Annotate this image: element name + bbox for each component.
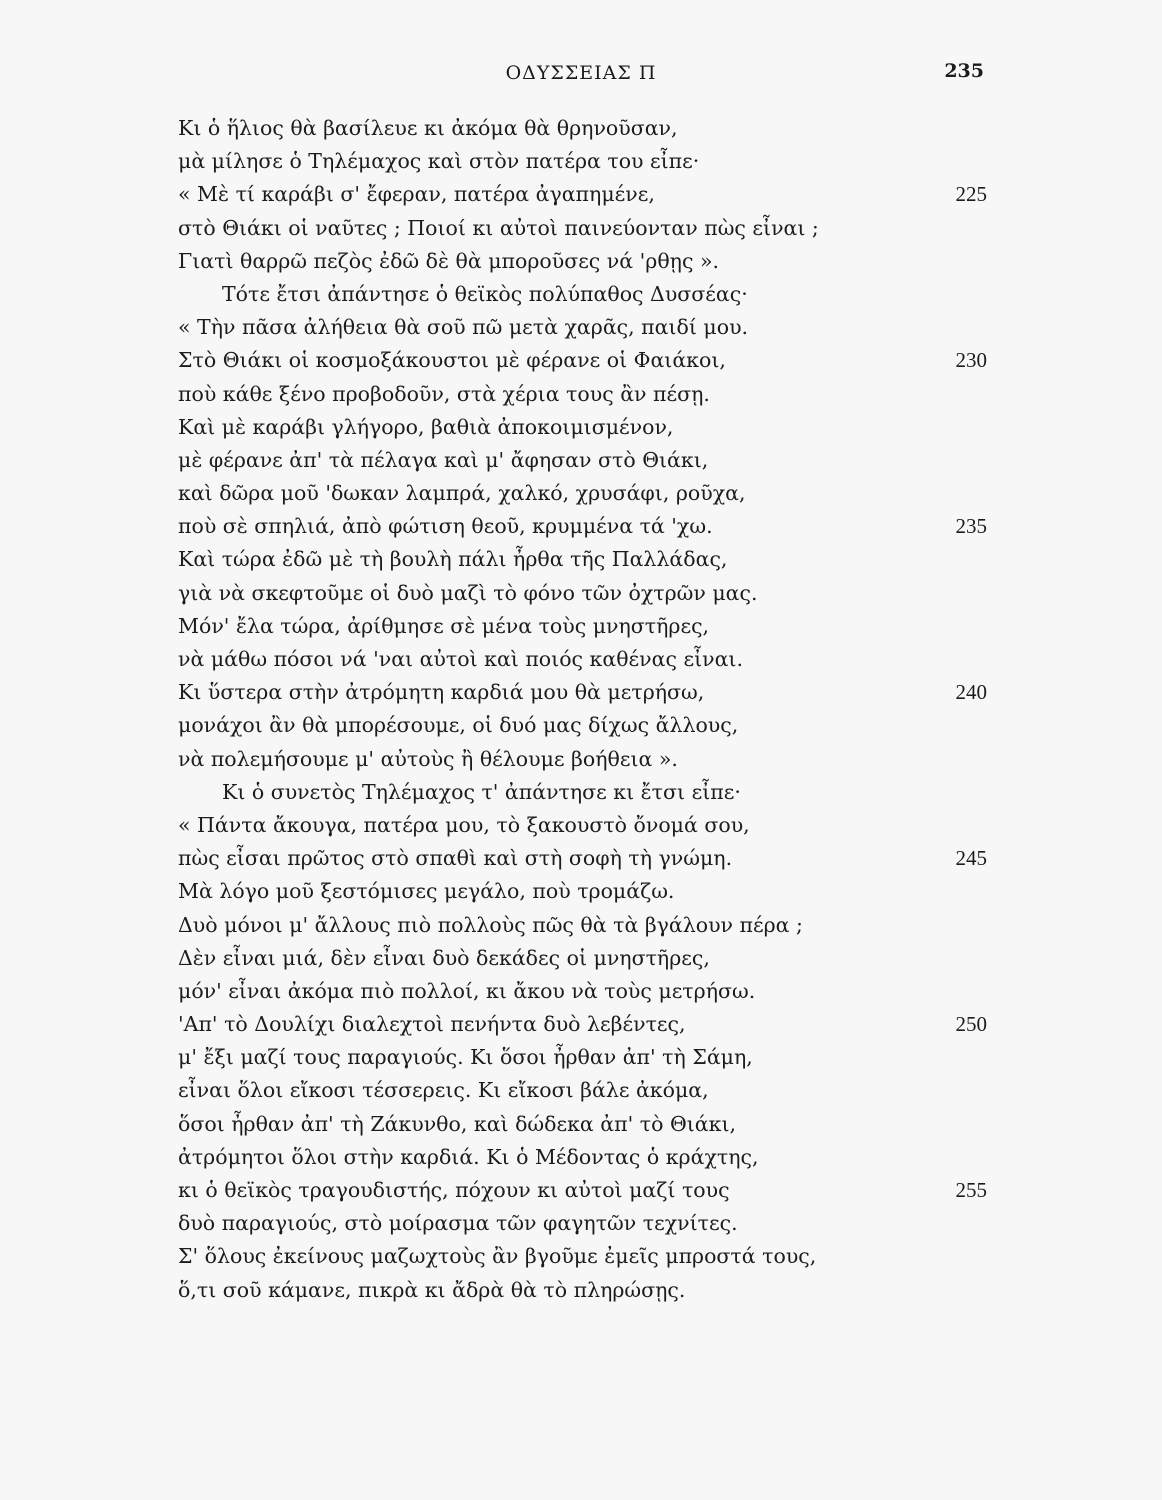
verse-text: Κι ὁ ἥλιος θὰ βασίλευε κι ἀκόμα θὰ θρηνοῦσαν, [178, 116, 678, 140]
verse-line [0, 1074, 1162, 1107]
verse-text: νὰ πολεμήσουμε μ' αὐτοὺς ἢ θέλουμε βοήθεια ». [178, 746, 678, 771]
verse-line [0, 975, 1162, 1008]
verse-text: ὅσοι ἦρθαν ἀπ' τὴ Ζάκυνθο, καὶ δώδεκα ἀπ' τὸ Θιάκι, [178, 1111, 737, 1136]
verse-text: Γιατὶ θαρρῶ πεζὸς ἐδῶ δὲ θὰ μποροῦσες νά 'ρθῃς ». [178, 248, 719, 273]
line-number: 240 [955, 680, 987, 705]
verse-text: νὰ μάθω πόσοι νά 'ναι αὐτοὶ καὶ ποιός καθένας εἶναι. [178, 647, 743, 671]
verse-line [0, 1141, 1162, 1174]
verse-text: μὲ φέρανε ἀπ' τὰ πέλαγα καὶ μ' ἄφησαν στὸ Θιάκι, [178, 447, 709, 472]
verse-text: Στὸ Θιάκι οἱ κοσμοξάκουστοι μὲ φέρανε οἱ Φαιάκοι, [178, 348, 726, 373]
verse-line [0, 444, 1162, 477]
running-header [0, 60, 1162, 90]
verse-line [0, 1041, 1162, 1074]
verse-text: Κι ὕστερα στὴν ἀτρόμητη καρδιά μου θὰ μετρήσω, [178, 680, 705, 705]
line-number: 245 [955, 846, 987, 871]
verse-text: Σ' ὅλους ἐκείνους μαζωχτοὺς ἂν βγοῦμε ἐμεῖς μπροστά τους, [178, 1244, 817, 1269]
verse-line [0, 145, 1162, 178]
verse-text: Κι ὁ συνετὸς Τηλέμαχος τ' ἀπάντησε κι ἔτσι εἶπε· [222, 779, 741, 804]
verse-line [0, 245, 1162, 278]
verse-line [0, 1008, 1162, 1041]
verse-text: Καὶ μὲ καράβι γλήγορο, βαθιὰ ἀποκοιμισμένον, [178, 414, 674, 439]
verse-line [0, 1174, 1162, 1207]
verse-line [0, 709, 1162, 742]
verse-line [0, 1240, 1162, 1273]
verse-line [0, 610, 1162, 643]
verse-text: « Τὴν πᾶσα ἀλήθεια θὰ σοῦ πῶ μετὰ χαρᾶς, παιδί μου. [178, 315, 749, 340]
verse-text: εἶναι ὅλοι εἴκοσι τέσσερεις. Κι εἴκοσι βάλε ἀκόμα, [178, 1078, 709, 1103]
verse-text: ποὺ σὲ σπηλιά, ἀπὸ φώτιση θεοῦ, κρυμμένα τά 'χω. [178, 514, 713, 539]
verse-text: πὼς εἶσαι πρῶτος στὸ σπαθὶ καὶ στὴ σοφὴ τὴ γνώμη. [178, 846, 733, 871]
verse-text: 'Απ' τὸ Δουλίχι διαλεχτοὶ πενήντα δυὸ λεβέντες, [178, 1012, 686, 1037]
verse-text: ὅ,τι σοῦ κάμανε, πικρὰ κι ἄδρὰ θὰ τὸ πληρώσῃς. [178, 1277, 686, 1302]
verse-text: μόν' εἶναι ἀκόμα πιὸ πολλοί, κι ἄκου νὰ τοὺς μετρήσω. [178, 978, 756, 1003]
verse-line [0, 178, 1162, 211]
verse-text: κι ὁ θεϊκὸς τραγουδιστής, πόχουν κι αὐτοὶ μαζί τους [178, 1178, 730, 1202]
verse-line [0, 212, 1162, 245]
verse-line [0, 378, 1162, 411]
verse-line [0, 577, 1162, 610]
line-number: 250 [955, 1012, 987, 1037]
verse-text: Καὶ τώρα ἐδῶ μὲ τὴ βουλὴ πάλι ἦρθα τῆς Παλλάδας, [178, 547, 728, 572]
verse-text: Δὲν εἶναι μιά, δὲν εἶναι δυὸ δεκάδες οἱ μνηστῆρες, [178, 945, 710, 970]
line-number: 255 [955, 1178, 987, 1202]
verse-line [0, 1274, 1162, 1307]
verse-line [0, 1108, 1162, 1141]
verse-block [0, 112, 1162, 1307]
verse-line [0, 743, 1162, 776]
verse-line [0, 842, 1162, 875]
line-number: 230 [955, 348, 987, 373]
verse-line [0, 311, 1162, 344]
verse-text: ποὺ κάθε ξένο προβοδοῦν, στὰ χέρια τους ἂν πέσῃ. [178, 381, 710, 406]
verse-line [0, 676, 1162, 709]
page-number: 235 [944, 60, 984, 82]
verse-text: μὰ μίλησε ὁ Τηλέμαχος καὶ στὸν πατέρα του εἶπε· [178, 149, 700, 174]
verse-text: μονάχοι ἂν θὰ μπορέσουμε, οἱ δυό μας δίχως ἄλλους, [178, 713, 739, 738]
verse-text: γιὰ νὰ σκεφτοῦμε οἱ δυὸ μαζὶ τὸ φόνο τῶν ὀχτρῶν μας. [178, 580, 758, 605]
verse-line [0, 543, 1162, 576]
verse-line [0, 643, 1162, 676]
verse-text: Δυὸ μόνοι μ' ἄλλους πιὸ πολλοὺς πῶς θὰ τὰ βγάλουν πέρα ; [178, 912, 803, 937]
verse-line [0, 909, 1162, 942]
verse-text: « Πάντα ἄκουγα, πατέρα μου, τὸ ξακουστὸ ὄνομά σου, [178, 812, 750, 837]
verse-text: στὸ Θιάκι οἱ ναῦτες ; Ποιοί κι αὐτοὶ παινεύονταν πὼς εἶναι ; [178, 215, 819, 240]
verse-line [0, 1207, 1162, 1240]
verse-text: Μὰ λόγο μοῦ ξεστόμισες μεγάλο, ποὺ τρομάζω. [178, 879, 675, 904]
line-number: 235 [955, 514, 987, 539]
verse-text: ἀτρόμητοι ὅλοι στὴν καρδιά. Κι ὁ Μέδοντας ὁ κράχτης, [178, 1144, 759, 1169]
verse-line [0, 809, 1162, 842]
verse-text: « Μὲ τί καράβι σ' ἔφεραν, πατέρα ἀγαπημένε, [178, 182, 655, 207]
verse-line [0, 278, 1162, 311]
verse-line [0, 112, 1162, 145]
verse-line [0, 344, 1162, 377]
verse-text: μ' ἔξι μαζί τους παραγιούς. Κι ὅσοι ἦρθαν ἀπ' τὴ Σάμη, [178, 1045, 753, 1070]
verse-text: Τότε ἔτσι ἀπάντησε ὁ θεϊκὸς πολύπαθος Δυσσέας· [222, 281, 748, 306]
verse-text: Μόν' ἔλα τώρα, ἀρίθμησε σὲ μένα τοὺς μνηστῆρες, [178, 613, 710, 638]
verse-line [0, 875, 1162, 908]
verse-line [0, 411, 1162, 444]
verse-line [0, 942, 1162, 975]
verse-line [0, 776, 1162, 809]
verse-line [0, 510, 1162, 543]
running-title: ΟΔΥΣΣΕΙΑΣ Π [505, 62, 657, 84]
line-number: 225 [955, 182, 987, 207]
verse-text: δυὸ παραγιούς, στὸ μοίρασμα τῶν φαγητῶν τεχνίτες. [178, 1211, 738, 1236]
verse-text: καὶ δῶρα μοῦ 'δωκαν λαμπρά, χαλκό, χρυσάφι, ροῦχα, [178, 481, 746, 506]
verse-line [0, 477, 1162, 510]
